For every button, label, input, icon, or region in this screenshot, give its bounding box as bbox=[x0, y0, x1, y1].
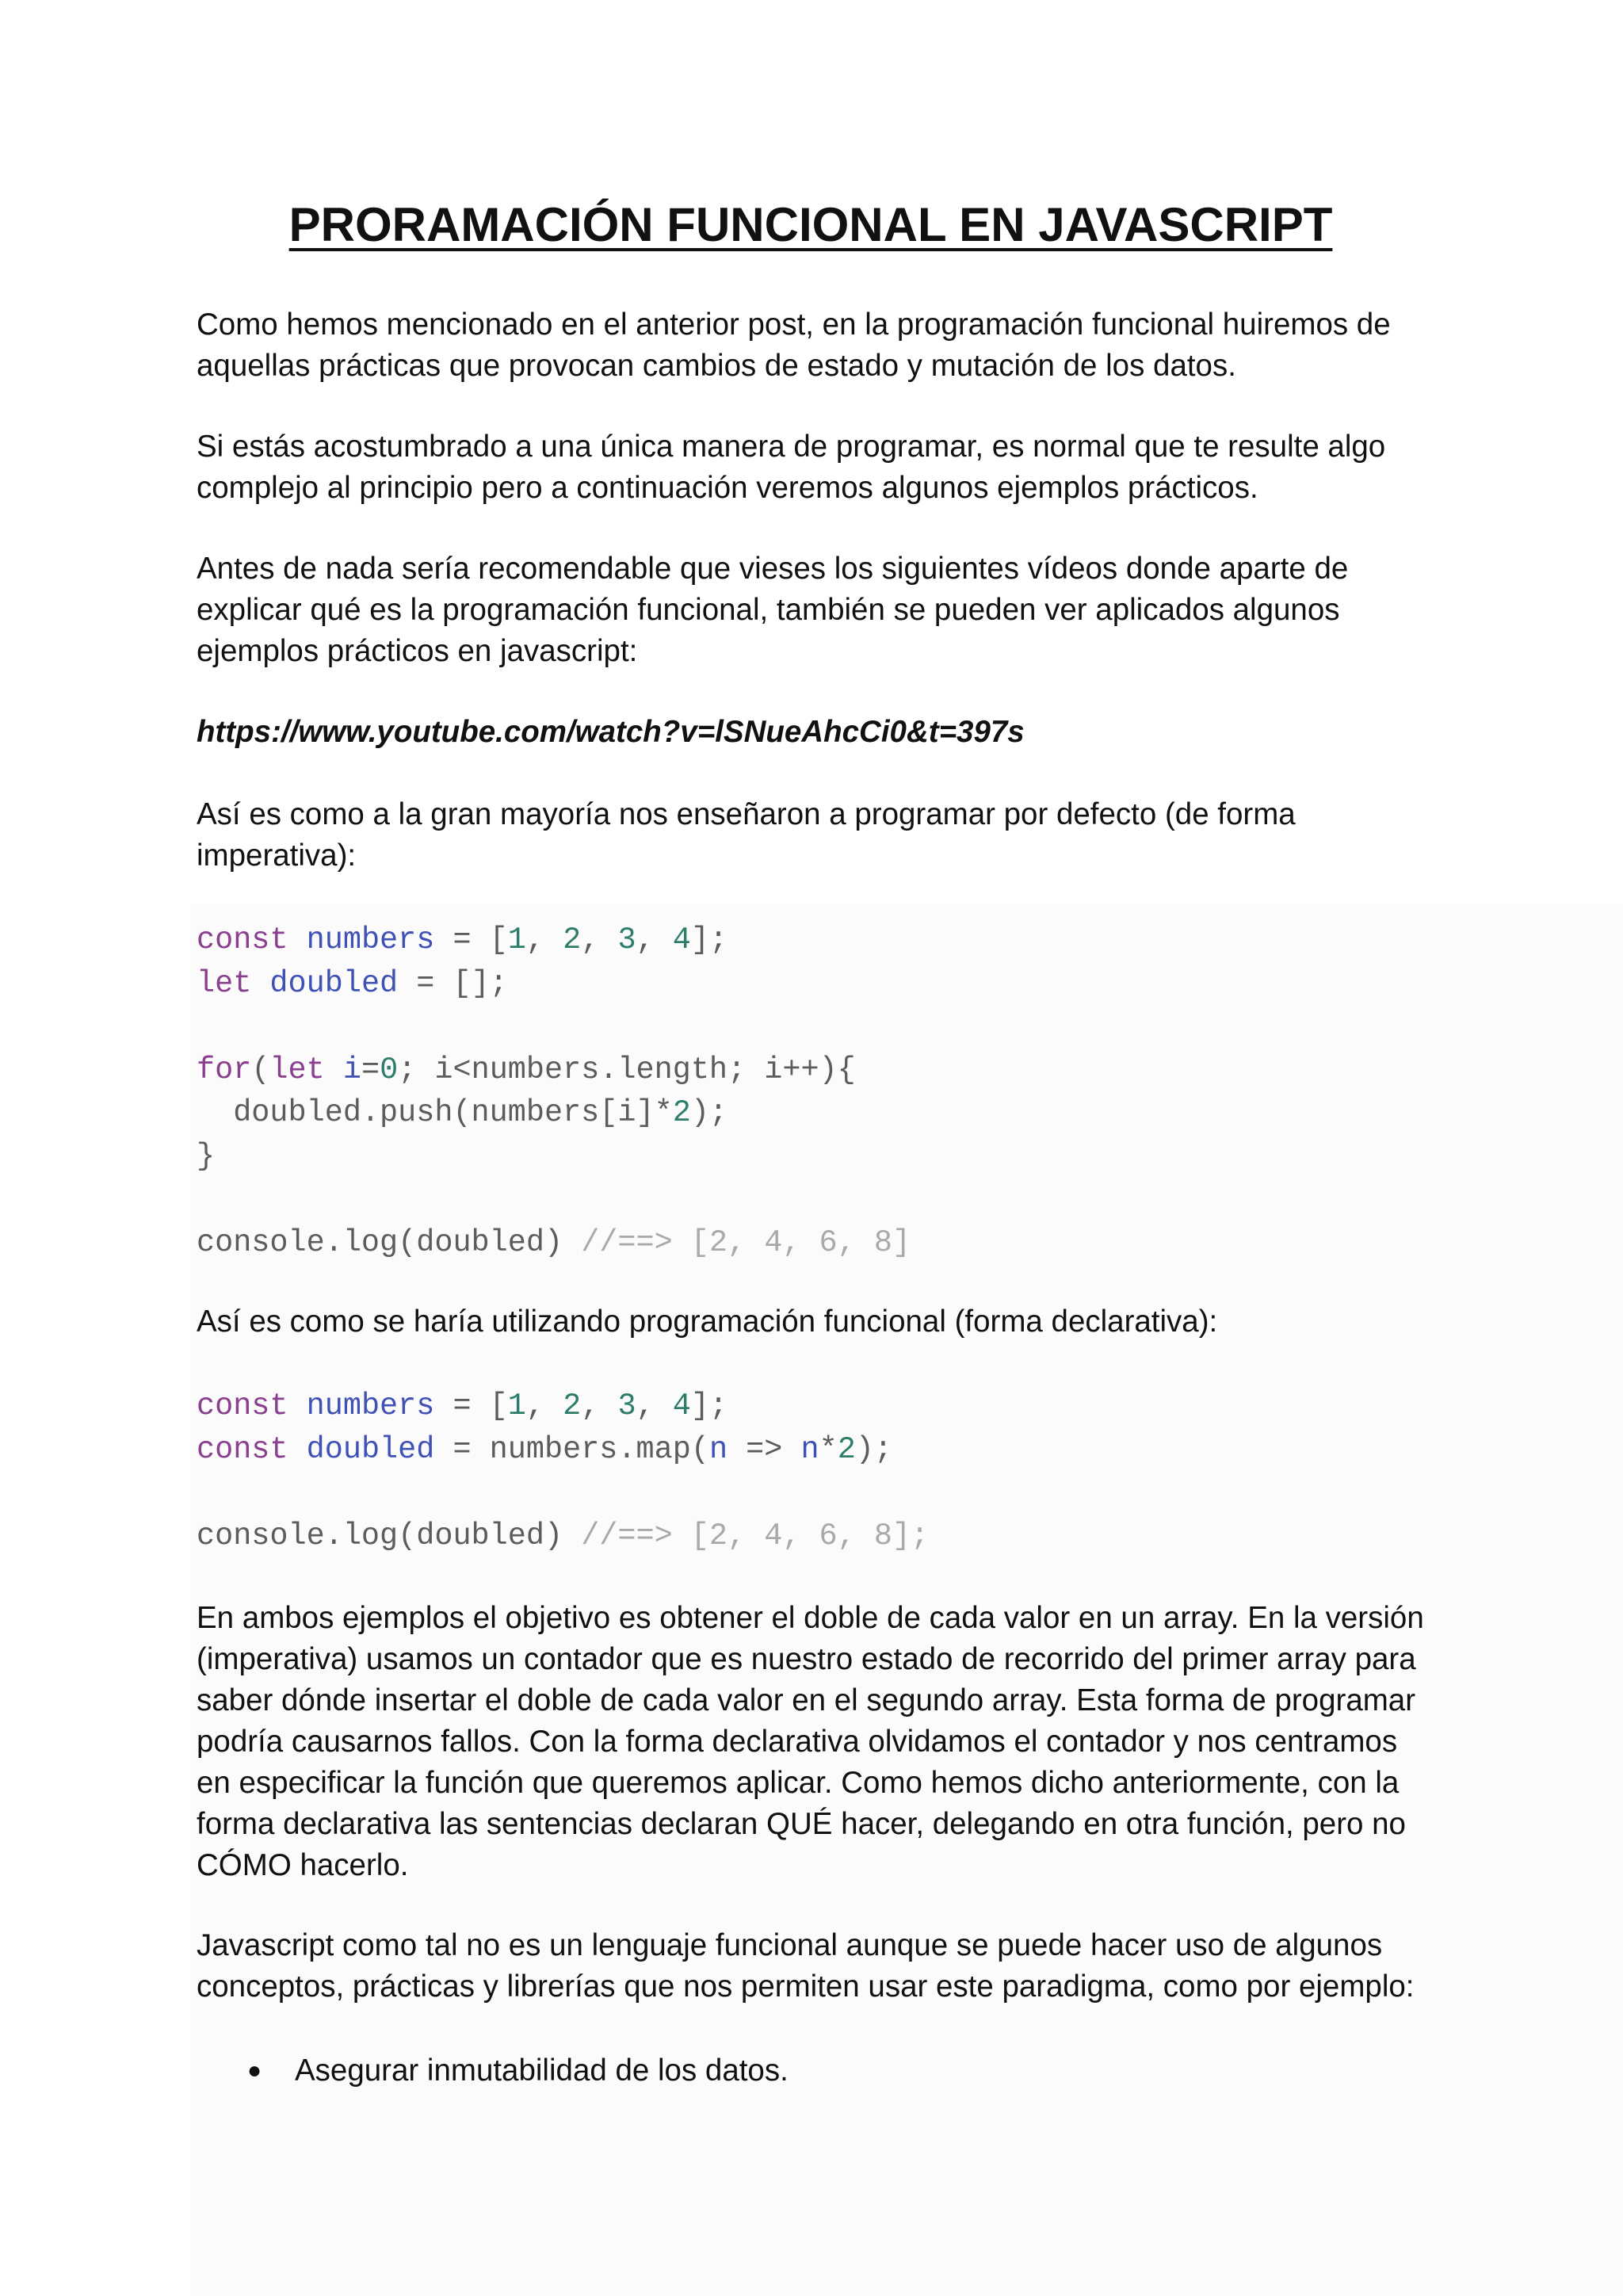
declarative-code-line bbox=[197, 1428, 1433, 1472]
paragraph-intro-2: Si estás acostumbrado a una única manera de programar, es normal que te resulte algo complejo al principio pero a continuación veremos algunos ejemplos prácticos. bbox=[197, 430, 1386, 505]
code-token: 1 bbox=[507, 1389, 526, 1423]
code-token: ( bbox=[251, 1052, 270, 1087]
code-token: numbers bbox=[306, 1389, 435, 1423]
imperative-code-line bbox=[197, 919, 1433, 962]
code-token: i bbox=[342, 1052, 361, 1087]
code-token: 3 bbox=[617, 1389, 636, 1423]
bullet-icon: ● bbox=[247, 2057, 262, 2084]
code-token: 2 bbox=[563, 923, 582, 957]
code-token: 4 bbox=[672, 1389, 691, 1423]
code-token: = [ bbox=[434, 923, 508, 957]
imperative-code-line bbox=[197, 1135, 1433, 1179]
paragraph-intro-3: Antes de nada sería recomendable que vieses los siguientes vídeos donde aparte de explicar qué es la programación funcional, también se pueden ver aplicados algunos ejemplos prácticos en javascript: bbox=[197, 552, 1349, 668]
code-token: ; i<numbers.length; i++){ bbox=[398, 1052, 856, 1087]
code-token: } bbox=[197, 1138, 216, 1174]
code-token: ]; bbox=[690, 923, 728, 957]
code-block-declarative bbox=[197, 1385, 1433, 1557]
code-token: //==> [2, 4, 6, 8]; bbox=[581, 1518, 930, 1553]
code-token: doubled.push(numbers[i]* bbox=[197, 1095, 673, 1130]
code-token: const bbox=[197, 1389, 288, 1423]
code-token: console.log(doubled) bbox=[197, 1518, 582, 1553]
code-token: , bbox=[636, 923, 673, 957]
code-token: = [ bbox=[434, 1389, 508, 1423]
code-token: , bbox=[581, 923, 618, 957]
document-title: PRORAMACIÓN FUNCIONAL EN JAVASCRIPT bbox=[288, 198, 1333, 251]
code-token bbox=[288, 1389, 307, 1423]
code-token: ); bbox=[855, 1431, 893, 1467]
declarative-code-line bbox=[197, 1385, 1433, 1428]
code-token: , bbox=[636, 1389, 673, 1423]
video-link[interactable]: https://www.youtube.com/watch?v=lSNueAhcCi0&t=397s bbox=[197, 715, 1025, 749]
imperative-code-line bbox=[197, 1091, 1433, 1135]
code-token bbox=[288, 1432, 307, 1467]
code-token: const bbox=[197, 1431, 288, 1467]
code-token: numbers bbox=[306, 923, 435, 957]
imperative-code-line bbox=[197, 1178, 1433, 1221]
code-token: = bbox=[361, 1052, 380, 1087]
code-token: n bbox=[708, 1431, 728, 1467]
code-token bbox=[288, 923, 307, 957]
code-token: const bbox=[197, 923, 288, 957]
code-token: n bbox=[800, 1431, 819, 1467]
code-token: //==> [2, 4, 6, 8] bbox=[581, 1224, 911, 1260]
code-token: 1 bbox=[507, 923, 526, 957]
code-token: 4 bbox=[672, 923, 691, 957]
code-token: 2 bbox=[563, 1389, 582, 1423]
bullet-text: Asegurar inmutabilidad de los datos. bbox=[295, 2053, 789, 2088]
code-token: doubled bbox=[269, 965, 399, 1001]
code-token: * bbox=[819, 1431, 838, 1467]
code-token: , bbox=[581, 1389, 618, 1423]
bullet-item bbox=[247, 2050, 789, 2092]
paragraph-javascript-note: Javascript como tal no es un lenguaje funcional aunque se puede hacer uso de algunos conceptos, prácticas y librerías que nos permiten usar este paradigma, como por ejemplo: bbox=[197, 1928, 1415, 2004]
code-token: ]; bbox=[690, 1389, 728, 1423]
code-token: = []; bbox=[398, 965, 508, 1001]
code-token: 0 bbox=[380, 1052, 399, 1087]
code-token: , bbox=[525, 1389, 563, 1423]
code-token: doubled bbox=[306, 1431, 435, 1467]
declarative-code-line bbox=[197, 1515, 1433, 1558]
code-token: let bbox=[269, 1052, 325, 1087]
code-token bbox=[325, 1052, 343, 1087]
code-token: => bbox=[727, 1431, 801, 1467]
imperative-code-line bbox=[197, 962, 1433, 1006]
code-token: 3 bbox=[617, 923, 636, 957]
imperative-code-line bbox=[197, 1005, 1433, 1049]
code-token: console.log(doubled) bbox=[197, 1224, 582, 1260]
code-token: , bbox=[525, 923, 563, 957]
code-token: 2 bbox=[672, 1095, 691, 1130]
declarative-code-line bbox=[197, 1471, 1433, 1515]
code-token: = numbers.map( bbox=[434, 1431, 709, 1467]
imperative-code-line bbox=[197, 1221, 1433, 1265]
code-token bbox=[251, 966, 269, 1001]
code-block-imperative bbox=[197, 919, 1433, 1264]
code-token: for bbox=[197, 1052, 252, 1087]
paragraph-explanation: En ambos ejemplos el objetivo es obtener el doble de cada valor en un array. En la versión (imperativa) usamos un contador que es nuestro estado de recorrido del primer array para saber dónde insertar el doble de cada valor en el segundo array. Esta forma de programar podría causarnos fallos. Con la forma declarativa olvidamos el contador y nos centramos en especificar la función que queremos aplicar. Como hemos dicho anteriormente, con la forma declarativa las sentencias declaran QUÉ hacer, delegando en otra función, pero no CÓMO hacerlo. bbox=[197, 1601, 1424, 1882]
code-token: ); bbox=[690, 1095, 728, 1130]
imperative-code-line bbox=[197, 1049, 1433, 1092]
code-token: 2 bbox=[837, 1431, 856, 1467]
paragraph-declarative-intro: Así es como se haría utilizando programación funcional (forma declarativa): bbox=[197, 1305, 1218, 1339]
paragraph-imperative-intro: Así es como a la gran mayoría nos enseñaron a programar por defecto (de forma imperativa): bbox=[197, 797, 1296, 873]
paragraph-intro-1: Como hemos mencionado en el anterior post, en la programación funcional huiremos de aquellas prácticas que provocan cambios de estado y mutación de los datos. bbox=[197, 308, 1391, 383]
code-token: let bbox=[197, 965, 252, 1001]
